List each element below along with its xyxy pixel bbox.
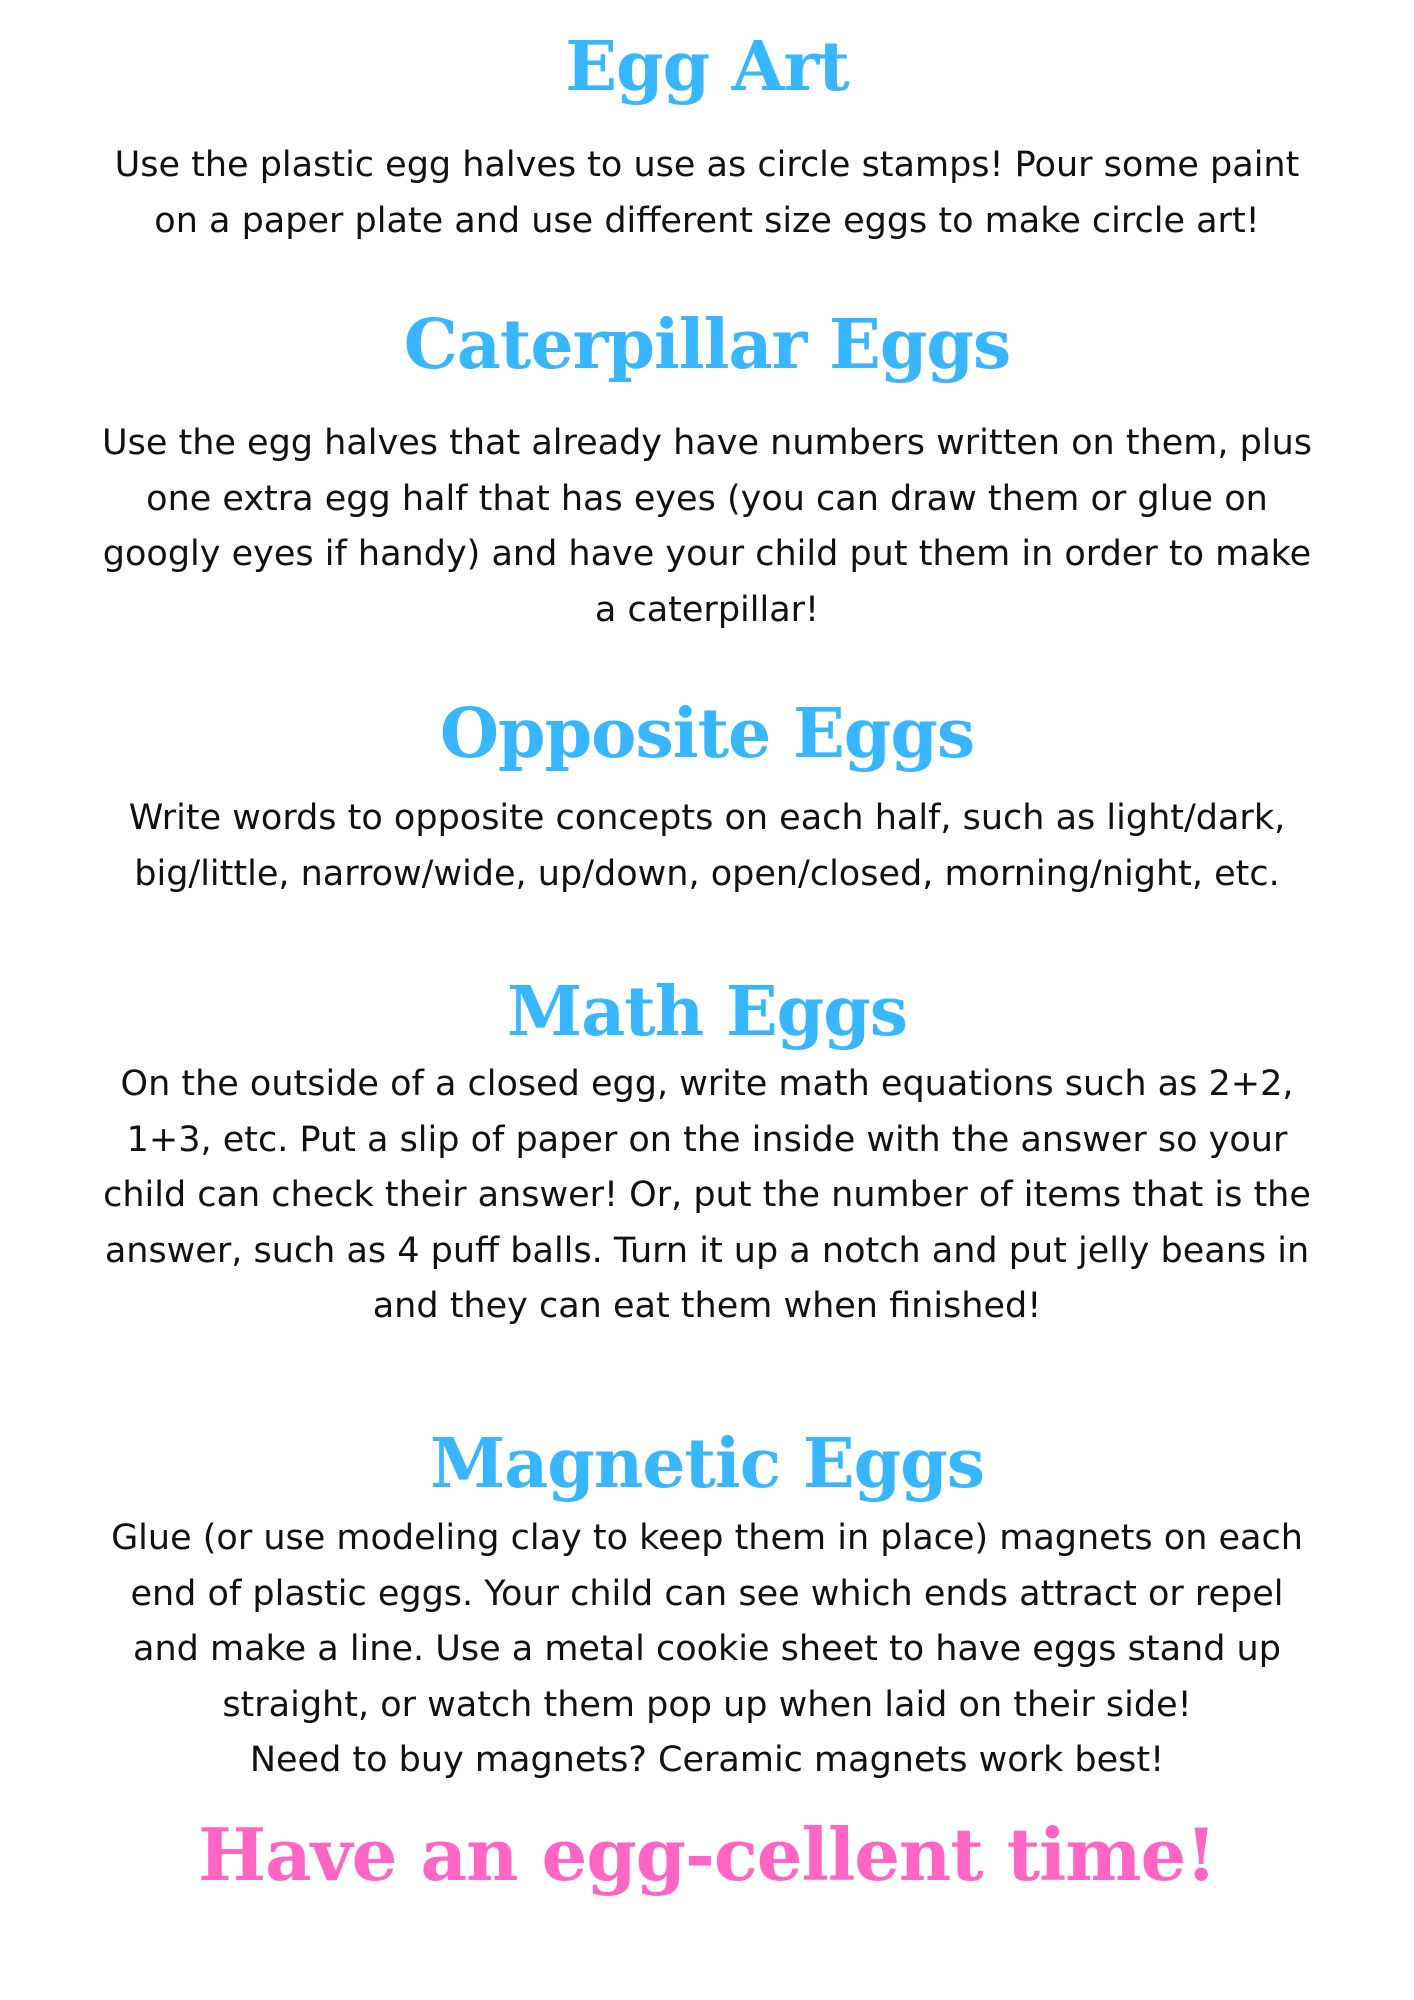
- section-text-magnetic-eggs: [0, 1511, 1414, 1789]
- section-title-math-eggs: Math Eggs: [506, 972, 908, 1052]
- text-line: Write words to opposite concepts on each half, such as light/dark,: [128, 798, 1286, 838]
- text-line: a caterpillar!: [594, 589, 820, 630]
- text-line: big/little, narrow/wide, up/down, open/closed, morning/night, etc.: [134, 853, 1280, 894]
- text-line: answer, such as 4 puff balls. Turn it up a notch and put jelly beans in: [104, 1230, 1310, 1271]
- section-title-magnetic-eggs: Magnetic Eggs: [429, 1424, 985, 1504]
- text-line: child can check their answer! Or, put the number of items that is the: [103, 1175, 1311, 1215]
- text-line: googly eyes if handy) and have your child put them in order to make: [102, 534, 1312, 574]
- text-line: one extra egg half that has eyes (you can draw them or glue on: [146, 478, 1268, 519]
- text-line: Use the plastic egg halves to use as circle stamps! Pour some paint: [114, 145, 1300, 185]
- section-text-egg-art: [0, 138, 1414, 249]
- section-text-math-eggs: [0, 1057, 1414, 1335]
- text-line: end of plastic eggs. Your child can see which ends attract or repel: [130, 1573, 1284, 1614]
- section-text-caterpillar-eggs: [0, 416, 1414, 638]
- closing-message: Have an egg-cellent time!: [198, 1812, 1216, 1897]
- text-line: on a paper plate and use different size eggs to make circle art!: [154, 200, 1260, 241]
- text-line: Need to buy magnets? Ceramic magnets work best!: [249, 1740, 1165, 1780]
- section-title-opposite-eggs: Opposite Eggs: [439, 694, 975, 774]
- text-line: Glue (or use modeling clay to keep them in place) magnets on each: [111, 1518, 1303, 1558]
- text-line: and make a line. Use a metal cookie sheet to have eggs stand up: [133, 1629, 1281, 1669]
- section-text-opposite-eggs: [0, 791, 1414, 902]
- text-line: straight, or watch them pop up when laid on their side!: [222, 1684, 1192, 1725]
- section-title-caterpillar-eggs: Caterpillar Eggs: [403, 305, 1011, 385]
- section-title-egg-art: Egg Art: [565, 27, 849, 107]
- text-line: On the outside of a closed egg, write math equations such as 2+2,: [120, 1064, 1294, 1104]
- text-line: and they can eat them when finished!: [372, 1286, 1042, 1326]
- text-line: 1+3, etc. Put a slip of paper on the inside with the answer so your: [126, 1119, 1288, 1160]
- text-line: Use the egg halves that already have numbers written on them, plus: [101, 423, 1312, 463]
